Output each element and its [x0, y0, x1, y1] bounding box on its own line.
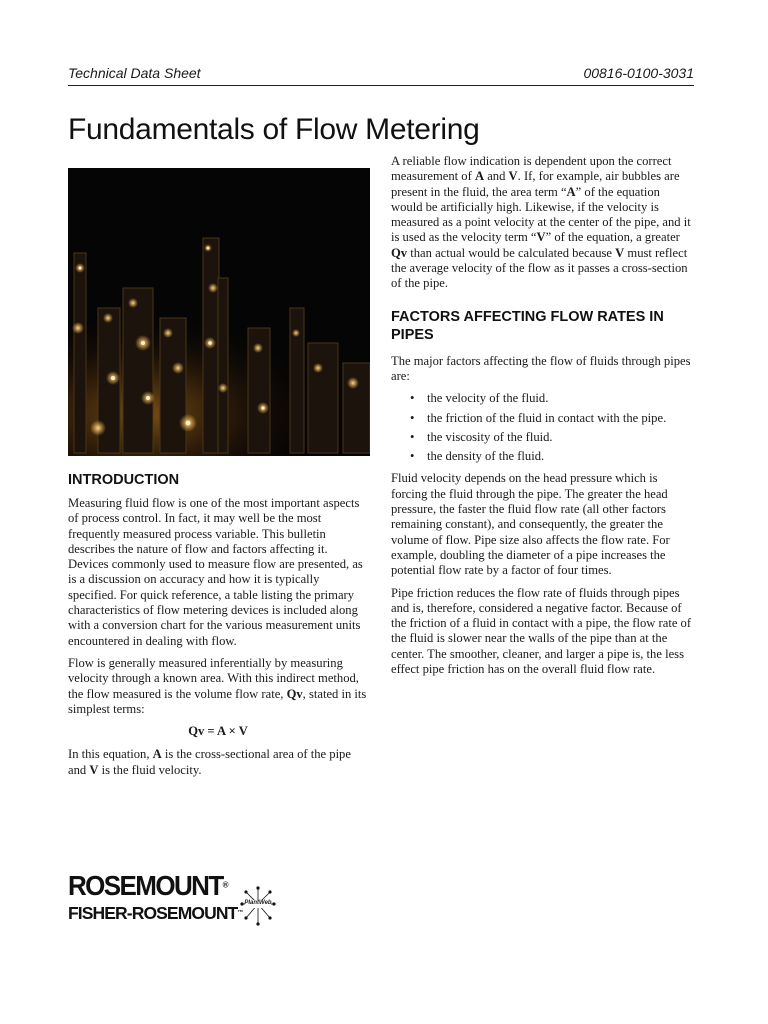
doc-number: 00816-0100-3031 — [583, 65, 694, 81]
bullet-icon: • — [410, 449, 415, 464]
right-paragraph-3: Fluid velocity depends on the head pressure which is forcing the fluid through the pipe. The greater the head pressure, the faster the fluid flow rate (all other factors remaining constant), and consequently, the greater the volume of flow. Pipe size also affects the flow rate. For example, doubling the diameter of a pipe increases the potential flow rate by a factor of four times. — [391, 471, 670, 578]
intro-paragraph-2: Flow is generally measured inferentially by measuring velocity through a known area. With this indirect method, the flow measured is the volume flow rate, Qv, stated in its simplest terms: — [68, 655, 367, 716]
document-header — [68, 63, 694, 86]
introduction-heading: INTRODUCTION — [68, 472, 180, 488]
factors-heading: FACTORS AFFECTING FLOW RATES IN PIPES — [391, 308, 664, 343]
list-item: • the density of the fluid. — [410, 449, 545, 464]
factors-list — [391, 391, 694, 464]
right-paragraph-4: Pipe friction reduces the flow rate of fluids through pipes and is, therefore, considered a negative factor. Because of the friction of a fluid in contact with a pipe, the flow rate of the fluid is slower near the walls of the pipe than at the center. The smoother, cleaner, and larger a pipe is, the less effect pipe friction has on the overall fluid flow rate. — [391, 585, 692, 677]
intro-paragraph-1: Measuring fluid flow is one of the most important aspects of process control. In fact, it may well be the most frequently measured process variable. This bulletin describes the nature of flow and factors affecting it. Devices commonly used to measure flow are presented, as is a discussion on accuracy and how it is typically specified. For quick reference, a table listing the primary characteristics of flow metering devices is included along with a conversion chart for the various measurement units encountered in dealing with flow. — [68, 496, 363, 648]
right-paragraph-1: A reliable flow indication is dependent upon the correct measurement of A and V. If, for example, air bubbles are present in the fluid, the area term “A” of the equation would be artificially high. Likewise, if the velocity is measured as a point velocity at the center of the pipe, and it is used as the velocity term “V” of the equation, a greater Qv than actual would be calculated because V must reflect the average velocity of the flow as it passes a cross-section of the pipe. — [391, 154, 691, 291]
fisher-rosemount-logo: FISHER-ROSEMOUNT™ — [68, 903, 244, 923]
page-title: Fundamentals of Flow Metering — [68, 113, 480, 146]
doc-type-label: Technical Data Sheet — [68, 65, 201, 81]
intro-paragraph-3: In this equation, A is the cross-sectional area of the pipe and V is the fluid velocity. — [68, 747, 351, 777]
qv-term: Qv — [286, 686, 303, 701]
bullet-icon: • — [410, 429, 415, 444]
list-item: • the viscosity of the fluid. — [410, 429, 553, 444]
left-column — [68, 496, 368, 785]
flow-equation: Qv = A × V — [188, 724, 248, 739]
list-item: • the friction of the fluid in contact with the pipe. — [410, 410, 667, 425]
bullet-icon: • — [410, 391, 415, 406]
right-column — [391, 154, 694, 684]
factors-intro: The major factors affecting the flow of fluids through pipes are: — [391, 353, 691, 383]
plantweb-icon — [240, 884, 276, 928]
bullet-icon: • — [410, 410, 415, 425]
list-item: • the velocity of the fluid. — [410, 391, 549, 406]
refinery-night-photo — [68, 168, 370, 456]
plantweb-label: PlantWeb — [244, 900, 272, 906]
footer-logo — [68, 870, 243, 924]
rosemount-logo: ROSEMOUNT® — [68, 868, 229, 902]
